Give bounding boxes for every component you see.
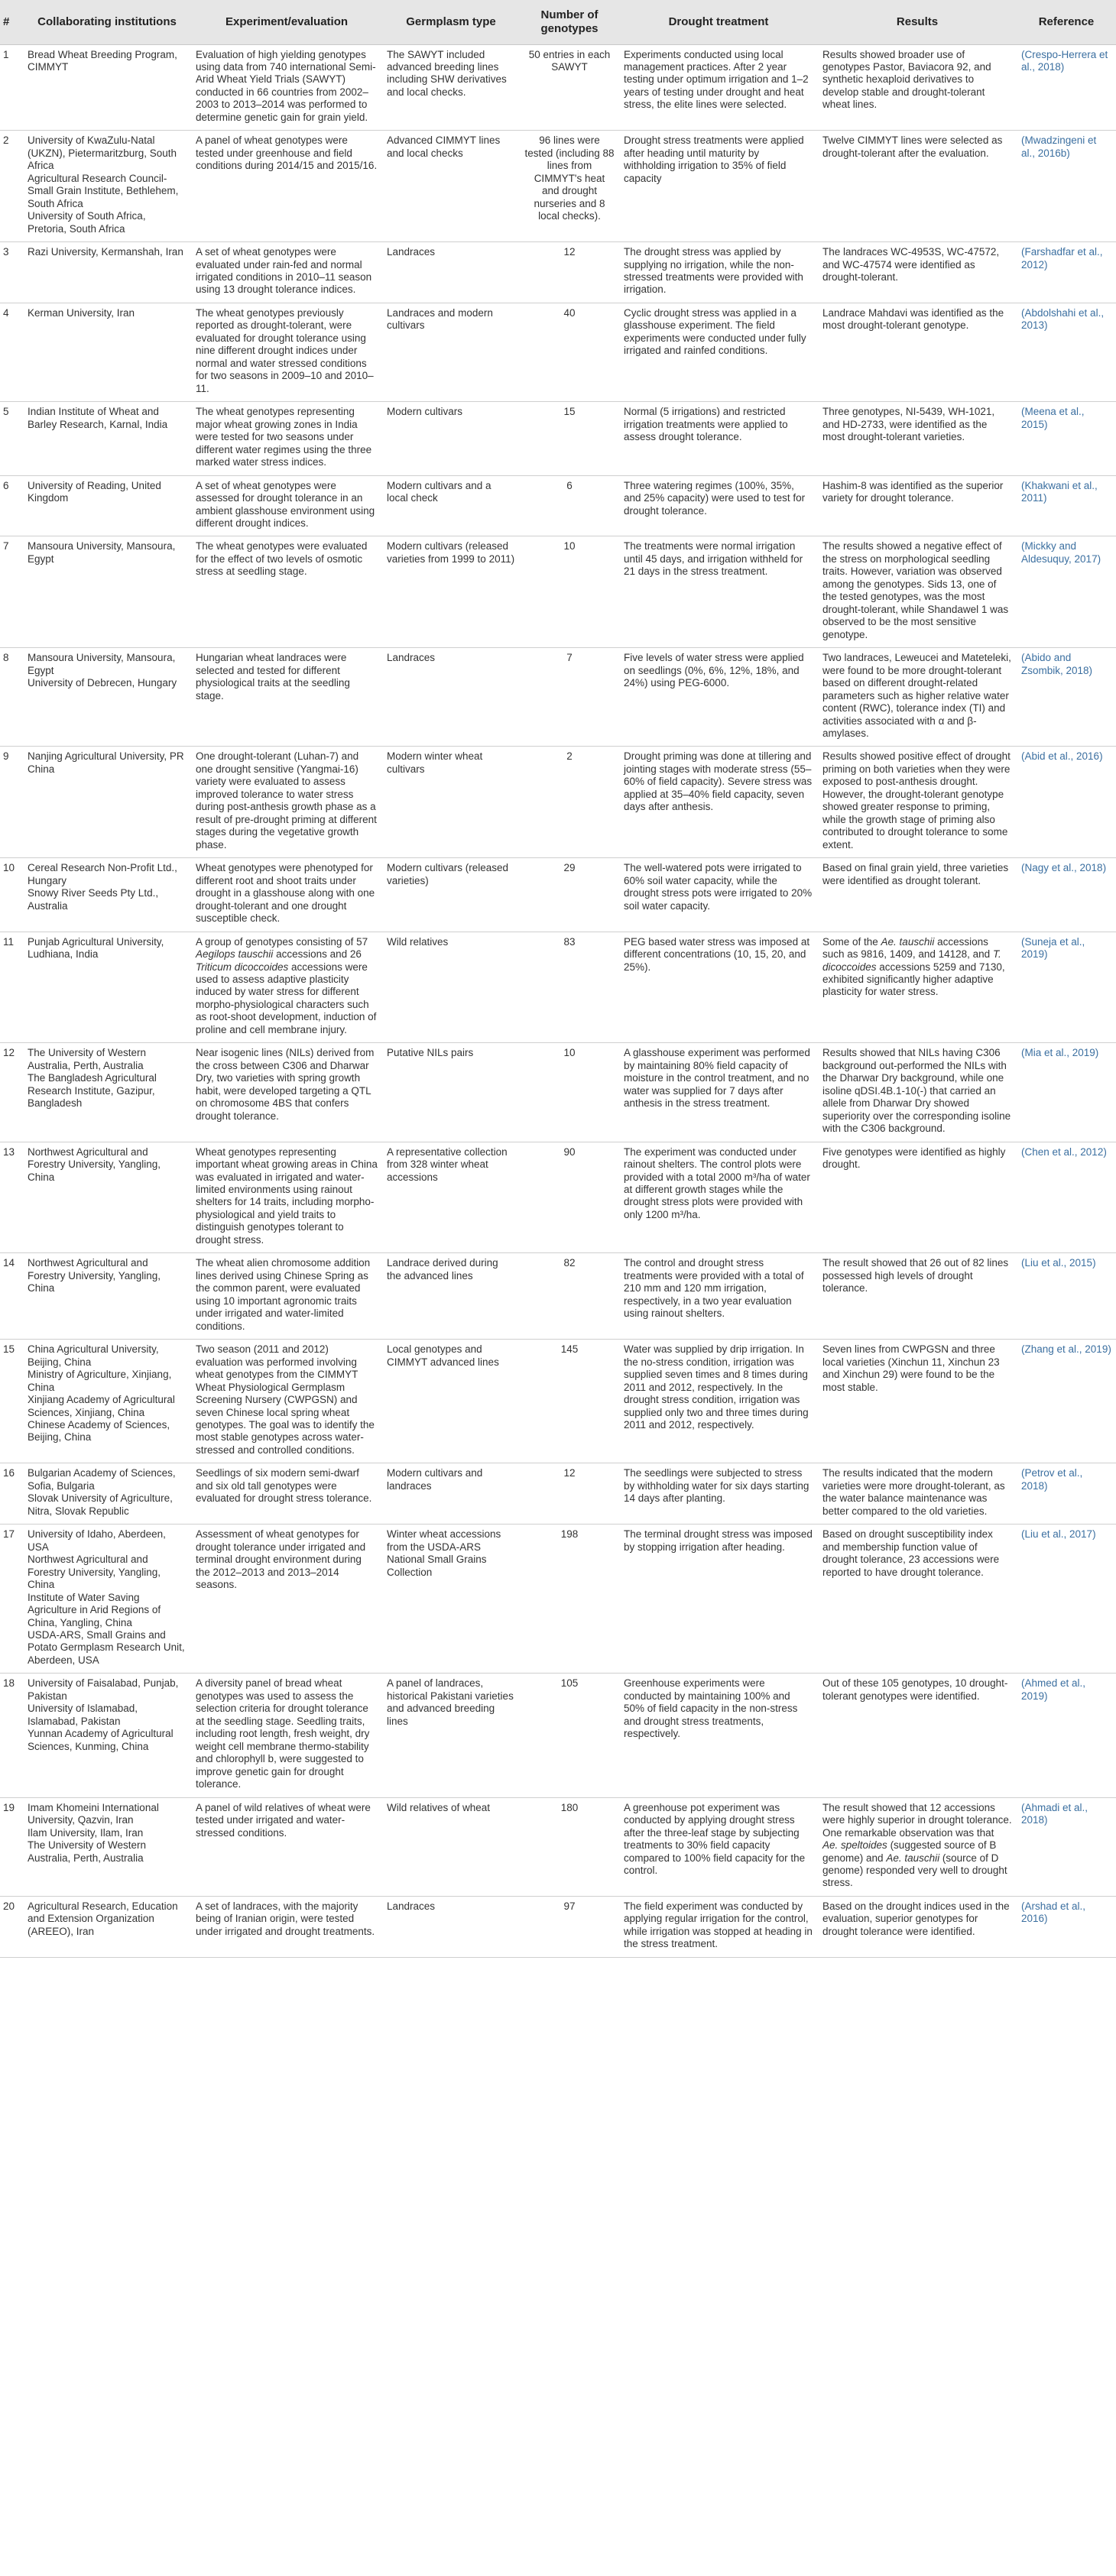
institution-name: University of Debrecen, Hungary	[28, 677, 177, 689]
table-row	[0, 1674, 1116, 1797]
institutions-cell	[23, 475, 191, 536]
drought-treatment-cell: A glasshouse experiment was performed by maintaining 80% field capacity of moisture in the control treatment, and no water was supplied for 7 days after anthesis in the stress treatment.	[619, 1043, 818, 1142]
institution-name: Bulgarian Academy of Sciences, Sofia, Bulgaria	[28, 1467, 176, 1492]
institution-name: Cereal Research Non-Profit Ltd., Hungary	[28, 862, 177, 886]
experiment-cell: Wheat genotypes were phenotyped for different root and shoot traits under drought in a glasshouse along with one drought-tolerant and one drought susceptible check.	[191, 858, 382, 932]
reference-cell[interactable]: (Liu et al., 2017)	[1017, 1525, 1116, 1674]
experiment-cell: A group of genotypes consisting of 57 Aegilops tauschii accessions and 26 Triticum dicoccoides accessions were used to assess adaptive plasticity induced by water stress for different morpho-physiological characters such as root-shoot development, induction of proline and cell membrane injury.	[191, 932, 382, 1043]
institution-name: The University of Western Australia, Perth, Australia	[28, 1047, 147, 1071]
drought-treatment-cell: Normal (5 irrigations) and restricted irrigation treatments were applied to assess drought tolerance.	[619, 402, 818, 475]
row-number: 5	[0, 402, 23, 475]
germplasm-cell: Modern cultivars (released varieties from 1999 to 2011)	[382, 536, 520, 648]
results-cell: Results showed positive effect of drought priming on both varieties when they were exposed to post-anthesis drought. However, the drought-tolerant genotype showed greater response to priming, while the growth stage of priming also contributed to drought tolerance to some extent.	[818, 747, 1017, 858]
institution-name: Yunnan Academy of Agricultural Sciences, Kunming, China	[28, 1728, 174, 1752]
germplasm-cell: Wild relatives	[382, 932, 520, 1043]
reference-cell[interactable]: (Mickky and Aldesuquy, 2017)	[1017, 536, 1116, 648]
institution-name: Northwest Agricultural and Forestry University, Yangling, China	[28, 1257, 161, 1294]
header-number: #	[0, 0, 23, 44]
drought-treatment-cell: Greenhouse experiments were conducted by maintaining 100% and 50% of field capacity in the non-stress and drought stress treatments, respectively.	[619, 1674, 818, 1797]
results-cell: The results showed a negative effect of the stress on morphological seedling traits. However, variation was observed among the genotypes. Sids 13, one of the tested genotypes, was the most drought-tolerant, while Shandawel 1 was observed to be the most sensitive genotype.	[818, 536, 1017, 648]
germplasm-cell: Modern cultivars and a local check	[382, 475, 520, 536]
institutions-cell	[23, 648, 191, 747]
header-genotype-count: Number of genotypes	[520, 0, 619, 44]
table-row	[0, 1797, 1116, 1896]
drought-treatment-cell: The experiment was conducted under rainout shelters. The control plots were provided with a total 2000 m³/ha of water at different growth stages while the drought stress plots were provided with only 1200 m³/ha.	[619, 1142, 818, 1253]
drought-treatment-cell: A greenhouse pot experiment was conducted by applying drought stress after the three-leaf stage by subjecting treatments to 30% field capacity compared to 100% field capacity for the control.	[619, 1797, 818, 1896]
table-header	[0, 0, 1116, 44]
genotype-count-cell: 12	[520, 242, 619, 303]
experiment-cell: The wheat genotypes were evaluated for the effect of two levels of osmotic stress at seedling stage.	[191, 536, 382, 648]
institution-name: Agricultural Research, Education and Extension Organization (AREEO), Iran	[28, 1900, 178, 1937]
table-row	[0, 402, 1116, 475]
institution-name: Xinjiang Academy of Agricultural Sciences, Xinjiang, China	[28, 1394, 175, 1418]
experiment-cell: A panel of wheat genotypes were tested under greenhouse and field conditions during 2014/15 and 2015/16.	[191, 131, 382, 242]
drought-treatment-cell: The treatments were normal irrigation until 45 days, and irrigation withheld for 21 days in the stress treatment.	[619, 536, 818, 648]
genotype-count-cell: 198	[520, 1525, 619, 1674]
table-row	[0, 1253, 1116, 1340]
institution-name: China Agricultural University, Beijing, China	[28, 1343, 159, 1368]
reference-cell[interactable]: (Ahmadi et al., 2018)	[1017, 1797, 1116, 1896]
experiment-cell: The wheat genotypes representing major wheat growing zones in India were tested for two seasons under different water regimes using the three marked water stress indices.	[191, 402, 382, 475]
genotype-count-cell: 145	[520, 1340, 619, 1463]
table-row	[0, 747, 1116, 858]
drought-treatment-cell: The well-watered pots were irrigated to 60% soil water capacity, while the drought stress pots were irrigated to 20% soil water capacity.	[619, 858, 818, 932]
institution-name: Punjab Agricultural University, Ludhiana, India	[28, 935, 164, 961]
reference-cell[interactable]: (Mia et al., 2019)	[1017, 1043, 1116, 1142]
experiment-cell: Assessment of wheat genotypes for drought tolerance under irrigated and terminal drought environment during the 2012–2013 and 2013–2014 seasons.	[191, 1525, 382, 1674]
reference-cell[interactable]: (Farshadfar et al., 2012)	[1017, 242, 1116, 303]
institutions-cell	[23, 1142, 191, 1253]
results-cell: Seven lines from CWPGSN and three local varieties (Xinchun 11, Xinchun 23 and Xinchun 29) were found to be the most stable.	[818, 1340, 1017, 1463]
institution-name: University of Idaho, Aberdeen, USA	[28, 1528, 166, 1553]
header-results: Results	[818, 0, 1017, 44]
institutions-cell	[23, 44, 191, 131]
germplasm-cell: A representative collection from 328 winter wheat accessions	[382, 1142, 520, 1253]
institution-name: University of KwaZulu-Natal (UKZN), Pietermaritzburg, South Africa	[28, 134, 177, 172]
results-cell: The results indicated that the modern varieties were more drought-tolerant, as the water balance maintenance was better compared to the old varieties.	[818, 1463, 1017, 1525]
row-number: 3	[0, 242, 23, 303]
genotype-count-cell: 40	[520, 303, 619, 401]
germplasm-cell: Putative NILs pairs	[382, 1043, 520, 1142]
institution-name: Chinese Academy of Sciences, Beijing, China	[28, 1418, 170, 1444]
results-cell: Results showed broader use of genotypes Pastor, Baviacora 92, and synthetic hexaploid derivatives to develop stable and drought-tolerant wheat lines.	[818, 44, 1017, 131]
drought-treatment-cell: The terminal drought stress was imposed by stopping irrigation after heading.	[619, 1525, 818, 1674]
institution-name: Kerman University, Iran	[28, 306, 135, 319]
experiment-cell: Evaluation of high yielding genotypes using data from 740 international Semi-Arid Wheat Yield Trials (SAWYT) conducted in 66 countries from 2002–2003 to 2013–2014 was performed to determine genetic gain for grain yield.	[191, 44, 382, 131]
row-number: 4	[0, 303, 23, 401]
experiment-cell: Two season (2011 and 2012) evaluation was performed involving wheat genotypes from the CIMMYT Wheat Physiological Germplasm Screening Nursery (CWPGSN) and seven Chinese local spring wheat genotypes. The goal was to identify the most stable genotypes across water-stressed and controlled conditions.	[191, 1340, 382, 1463]
header-reference: Reference	[1017, 0, 1116, 44]
institution-name: Agricultural Research Council-Small Grain Institute, Bethlehem, South Africa	[28, 172, 179, 209]
reference-cell[interactable]: (Crespo-Herrera et al., 2018)	[1017, 44, 1116, 131]
reference-cell[interactable]: (Nagy et al., 2018)	[1017, 858, 1116, 932]
row-number: 6	[0, 475, 23, 536]
reference-cell[interactable]: (Chen et al., 2012)	[1017, 1142, 1116, 1253]
table-row	[0, 1463, 1116, 1525]
genotype-count-cell: 180	[520, 1797, 619, 1896]
germplasm-cell: Winter wheat accessions from the USDA-ARS National Small Grains Collection	[382, 1525, 520, 1674]
table-row	[0, 303, 1116, 401]
germplasm-cell: Wild relatives of wheat	[382, 1797, 520, 1896]
results-cell: Three genotypes, NI-5439, WH-1021, and HD-2733, were identified as the most drought-tolerant varieties.	[818, 402, 1017, 475]
reference-cell[interactable]: (Liu et al., 2015)	[1017, 1253, 1116, 1340]
results-cell: Out of these 105 genotypes, 10 drought-tolerant genotypes were identified.	[818, 1674, 1017, 1797]
germplasm-cell: Local genotypes and CIMMYT advanced lines	[382, 1340, 520, 1463]
institution-name: Institute of Water Saving Agriculture in Arid Regions of China, Yangling, China	[28, 1591, 161, 1628]
genotype-count-cell: 10	[520, 1043, 619, 1142]
results-cell: The result showed that 12 accessions were highly superior in drought tolerance. One remarkable observation was that Ae. speltoides (suggested source of B genome) and Ae. tauschii (source of D genome) responded very well to drought stress.	[818, 1797, 1017, 1896]
germplasm-cell: Landraces	[382, 1896, 520, 1957]
experiment-cell: Wheat genotypes representing important wheat growing areas in China was evaluated in irrigated and water-limited environments using rainout shelters for 14 traits, including morpho-physiological and yield traits to distinguish genotypes tolerant to drought stress.	[191, 1142, 382, 1253]
germplasm-cell: A panel of landraces, historical Pakistani varieties and advanced breeding lines	[382, 1674, 520, 1797]
experiment-cell: Hungarian wheat landraces were selected and tested for different physiological traits at the seedling stage.	[191, 648, 382, 747]
results-cell: Based on final grain yield, three varieties were identified as drought tolerant.	[818, 858, 1017, 932]
germplasm-cell: Landraces and modern cultivars	[382, 303, 520, 401]
results-cell: Hashim-8 was identified as the superior variety for drought tolerance.	[818, 475, 1017, 536]
results-cell: Five genotypes were identified as highly drought.	[818, 1142, 1017, 1253]
experiment-cell: A set of landraces, with the majority being of Iranian origin, were tested under irrigated and drought treatments.	[191, 1896, 382, 1957]
drought-treatment-cell: The field experiment was conducted by applying regular irrigation for the control, while irrigation was stopped at heading in the stress treatment.	[619, 1896, 818, 1957]
table-row	[0, 932, 1116, 1043]
row-number: 10	[0, 858, 23, 932]
experiment-cell: A set of wheat genotypes were evaluated under rain-fed and normal irrigated conditions in 2010–11 season using 13 drought tolerance indices.	[191, 242, 382, 303]
institutions-cell	[23, 1463, 191, 1525]
reference-cell[interactable]: (Khakwani et al., 2011)	[1017, 475, 1116, 536]
drought-treatment-cell: Drought stress treatments were applied after heading until maturity by withholding irrigation to 35% of field capacity	[619, 131, 818, 242]
germplasm-cell: The SAWYT included advanced breeding lines including SHW derivatives and local checks.	[382, 44, 520, 131]
results-cell: Based on the drought indices used in the evaluation, superior genotypes for drought tolerance were identified.	[818, 1896, 1017, 1957]
reference-cell[interactable]: (Meena et al., 2015)	[1017, 402, 1116, 475]
institution-name: Ilam University, Ilam, Iran	[28, 1826, 144, 1839]
institutions-cell	[23, 303, 191, 401]
reference-cell[interactable]: (Suneja et al., 2019)	[1017, 932, 1116, 1043]
institutions-cell	[23, 402, 191, 475]
germplasm-cell: Modern cultivars and landraces	[382, 1463, 520, 1525]
row-number: 7	[0, 536, 23, 648]
row-number: 8	[0, 648, 23, 747]
institutions-cell	[23, 1043, 191, 1142]
header-institutions: Collaborating institutions	[23, 0, 191, 44]
genotype-count-cell: 50 entries in each SAWYT	[520, 44, 619, 131]
germplasm-cell: Modern cultivars (released varieties)	[382, 858, 520, 932]
drought-treatment-cell: Five levels of water stress were applied on seedlings (0%, 6%, 12%, 18%, and 24%) using PEG-6000.	[619, 648, 818, 747]
genotype-count-cell: 2	[520, 747, 619, 858]
institutions-cell	[23, 932, 191, 1043]
institutions-cell	[23, 536, 191, 648]
results-cell: Landrace Mahdavi was identified as the most drought-tolerant genotype.	[818, 303, 1017, 401]
row-number: 16	[0, 1463, 23, 1525]
reference-cell[interactable]: (Abdolshahi et al., 2013)	[1017, 303, 1116, 401]
reference-cell[interactable]: (Abid et al., 2016)	[1017, 747, 1116, 858]
institution-name: University of Islamabad, Islamabad, Pakistan	[28, 1703, 138, 1727]
institution-name: Mansoura University, Mansoura, Egypt	[28, 540, 176, 565]
germplasm-cell: Landrace derived during the advanced lines	[382, 1253, 520, 1340]
institution-name: Imam Khomeini International University, Qazvin, Iran	[28, 1801, 159, 1826]
row-number: 17	[0, 1525, 23, 1674]
genotype-count-cell: 7	[520, 648, 619, 747]
germplasm-cell: Landraces	[382, 242, 520, 303]
institutions-cell	[23, 1797, 191, 1896]
institution-name: Slovak University of Agriculture, Nitra, Slovak Republic	[28, 1492, 173, 1517]
drought-treatment-cell: Cyclic drought stress was applied in a glasshouse experiment. The field experiments were conducted under fully irrigated and rainfed conditions.	[619, 303, 818, 401]
experiment-cell: The wheat genotypes previously reported as drought-tolerant, were evaluated for drought tolerance using nine different drought indices under normal and water stressed conditions for two seasons in 2009–10 and 2010–11.	[191, 303, 382, 401]
institutions-cell	[23, 1340, 191, 1463]
table-row	[0, 536, 1116, 648]
table-row	[0, 858, 1116, 932]
genotype-count-cell: 12	[520, 1463, 619, 1525]
genotype-count-cell: 10	[520, 536, 619, 648]
drought-treatment-cell: Three watering regimes (100%, 35%, and 25% capacity) were used to test for drought tolerance.	[619, 475, 818, 536]
results-cell: The landraces WC-4953S, WC-47572, and WC-47574 were identified as drought-tolerant.	[818, 242, 1017, 303]
row-number: 9	[0, 747, 23, 858]
genotype-count-cell: 6	[520, 475, 619, 536]
drought-treatment-cell: The drought stress was applied by supplying no irrigation, while the non-stressed treatments were provided with irrigation.	[619, 242, 818, 303]
results-cell: Some of the Ae. tauschii accessions such as 9816, 1409, and 14128, and T. dicoccoides accessions 5259 and 7130, exhibited significantly higher adaptive plasticity for water stress.	[818, 932, 1017, 1043]
germplasm-cell: Advanced CIMMYT lines and local checks	[382, 131, 520, 242]
drought-treatment-cell: Water was supplied by drip irrigation. In the no-stress condition, irrigation was supplied seven times and 8 times during 2011 and 2012, respectively. In the drought stress condition, irrigation was supplied only two and three times during 2011 and 2012, respectively.	[619, 1340, 818, 1463]
institution-name: Ministry of Agriculture, Xinjiang, China	[28, 1369, 172, 1393]
experiment-cell: Seedlings of six modern semi-dwarf and six old tall genotypes were evaluated for drought stress tolerance.	[191, 1463, 382, 1525]
institutions-cell	[23, 858, 191, 932]
institution-name: Indian Institute of Wheat and Barley Research, Karnal, India	[28, 406, 168, 430]
table-row	[0, 1525, 1116, 1674]
row-number: 11	[0, 932, 23, 1043]
genotype-count-cell: 96 lines were tested (including 88 lines from CIMMYT's heat and drought nurseries and 8 local checks).	[520, 131, 619, 242]
germplasm-cell: Landraces	[382, 648, 520, 747]
institution-name: The University of Western Australia, Perth, Australia	[28, 1839, 147, 1864]
institution-name: University of Reading, United Kingdom	[28, 479, 161, 504]
genotype-count-cell: 15	[520, 402, 619, 475]
row-number: 19	[0, 1797, 23, 1896]
institutions-cell	[23, 747, 191, 858]
genotype-count-cell: 29	[520, 858, 619, 932]
reference-cell[interactable]: (Zhang et al., 2019)	[1017, 1340, 1116, 1463]
reference-cell[interactable]: (Petrov et al., 2018)	[1017, 1463, 1116, 1525]
table-row	[0, 242, 1116, 303]
institutions-cell	[23, 242, 191, 303]
institution-name: Mansoura University, Mansoura, Egypt	[28, 652, 176, 676]
institution-name: Bread Wheat Breeding Program, CIMMYT	[28, 48, 177, 73]
genotype-count-cell: 82	[520, 1253, 619, 1340]
drought-treatment-cell: PEG based water stress was imposed at different concentrations (10, 15, 20, and 25%).	[619, 932, 818, 1043]
genotype-count-cell: 105	[520, 1674, 619, 1797]
institution-name: University of South Africa, Pretoria, South Africa	[28, 210, 146, 235]
drought-treatment-cell: The control and drought stress treatments were provided with a total of 210 mm and 120 mm irrigation, respectively, in a two year evaluation using rainout shelters.	[619, 1253, 818, 1340]
institutions-cell	[23, 131, 191, 242]
results-cell: Twelve CIMMYT lines were selected as drought-tolerant after the evaluation.	[818, 131, 1017, 242]
drought-treatment-cell: Drought priming was done at tillering and jointing stages with moderate stress (55–60% of field capacity). Severe stress was applied at 35–40% field capacity, seven days after anthesis.	[619, 747, 818, 858]
institution-name: Snowy River Seeds Pty Ltd., Australia	[28, 887, 159, 912]
germplasm-cell: Modern winter wheat cultivars	[382, 747, 520, 858]
institutions-cell	[23, 1896, 191, 1957]
experiment-cell: A diversity panel of bread wheat genotypes was used to assess the selection criteria for drought tolerance at the seedling stage. Seedling traits, including root length, fresh weight, dry weight cell membrane thermo-stability and chlorophyll b, were suggested to improve genetic gain for drought tolerance.	[191, 1674, 382, 1797]
table-body	[0, 44, 1116, 1957]
drought-treatment-cell: Experiments conducted using local management practices. After 2 year testing under optimum irrigation and 1–2 years of testing under drought and heat stress, the elite lines were selected.	[619, 44, 818, 131]
results-cell: The result showed that 26 out of 82 lines possessed high levels of drought tolerance.	[818, 1253, 1017, 1340]
row-number: 1	[0, 44, 23, 131]
results-cell: Two landraces, Leweucei and Mateteleki, were found to be more drought-tolerant based on different drought-related parameters such as higher relative water content (RWC), tolerance index (TI) and activities associated with α and β-amylases.	[818, 648, 1017, 747]
experiment-cell: One drought-tolerant (Luhan-7) and one drought sensitive (Yangmai-16) variety were evaluated to assess improved tolerance to water stress during post-anthesis growth phase as a result of pre-drought priming at different stages during the vegetative growth phase.	[191, 747, 382, 858]
genotype-count-cell: 90	[520, 1142, 619, 1253]
institution-name: Razi University, Kermanshah, Iran	[28, 246, 183, 258]
table-row	[0, 648, 1116, 747]
reference-cell[interactable]: (Arshad et al., 2016)	[1017, 1896, 1116, 1957]
genotype-count-cell: 97	[520, 1896, 619, 1957]
table-row	[0, 1896, 1116, 1957]
table-row	[0, 475, 1116, 536]
header-drought-treatment: Drought treatment	[619, 0, 818, 44]
row-number: 12	[0, 1043, 23, 1142]
institutions-cell	[23, 1525, 191, 1674]
institution-name: Northwest Agricultural and Forestry University, Yangling, China	[28, 1554, 161, 1591]
row-number: 18	[0, 1674, 23, 1797]
table-row	[0, 44, 1116, 131]
row-number: 2	[0, 131, 23, 242]
experiment-cell: A panel of wild relatives of wheat were tested under irrigated and water-stressed conditions.	[191, 1797, 382, 1896]
reference-cell[interactable]: (Mwadzingeni et al., 2016b)	[1017, 131, 1116, 242]
table-row	[0, 1142, 1116, 1253]
institution-name: USDA-ARS, Small Grains and Potato Germplasm Research Unit, Aberdeen, USA	[28, 1629, 185, 1666]
experiment-cell: A set of wheat genotypes were assessed for drought tolerance in an ambient glasshouse environment using different drought indices.	[191, 475, 382, 536]
institutions-cell	[23, 1253, 191, 1340]
table-row	[0, 131, 1116, 242]
institution-name: University of Faisalabad, Punjab, Pakistan	[28, 1677, 179, 1702]
header-experiment: Experiment/evaluation	[191, 0, 382, 44]
table-row	[0, 1340, 1116, 1463]
institution-name: Northwest Agricultural and Forestry University, Yangling, China	[28, 1145, 161, 1183]
results-cell: Results showed that NILs having C306 background out-performed the NILs with the Dharwar Dry background, while one isoline qDSI.4B.1-10(-) that carried an allele from Dharwar Dry showed superiority over the corresponding isoline with the C306 background.	[818, 1043, 1017, 1142]
genotype-count-cell: 83	[520, 932, 619, 1043]
drought-treatment-cell: The seedlings were subjected to stress by withholding water for six days starting 14 days after planting.	[619, 1463, 818, 1525]
table-row	[0, 1043, 1116, 1142]
institutions-cell	[23, 1674, 191, 1797]
institution-name: Nanjing Agricultural University, PR China	[28, 750, 184, 775]
experiment-cell: Near isogenic lines (NILs) derived from the cross between C306 and Dharwar Dry, two varieties with spring growth habit, were developed targeting a QTL on chromosome 4BS that confers drought tolerance.	[191, 1043, 382, 1142]
reference-cell[interactable]: (Ahmed et al., 2019)	[1017, 1674, 1116, 1797]
row-number: 20	[0, 1896, 23, 1957]
institution-name: The Bangladesh Agricultural Research Institute, Gazipur, Bangladesh	[28, 1072, 157, 1110]
reference-cell[interactable]: (Abido and Zsombik, 2018)	[1017, 648, 1116, 747]
row-number: 13	[0, 1142, 23, 1253]
header-row	[0, 0, 1116, 44]
row-number: 15	[0, 1340, 23, 1463]
experiment-cell: The wheat alien chromosome addition lines derived using Chinese Spring as the common parent, were evaluated using 10 important agronomic traits under irrigated and water-limited conditions.	[191, 1253, 382, 1340]
header-germplasm: Germplasm type	[382, 0, 520, 44]
results-cell: Based on drought susceptibility index and membership function value of drought tolerance, 23 accessions were reported to have drought tolerance.	[818, 1525, 1017, 1674]
row-number: 14	[0, 1253, 23, 1340]
germplasm-cell: Modern cultivars	[382, 402, 520, 475]
